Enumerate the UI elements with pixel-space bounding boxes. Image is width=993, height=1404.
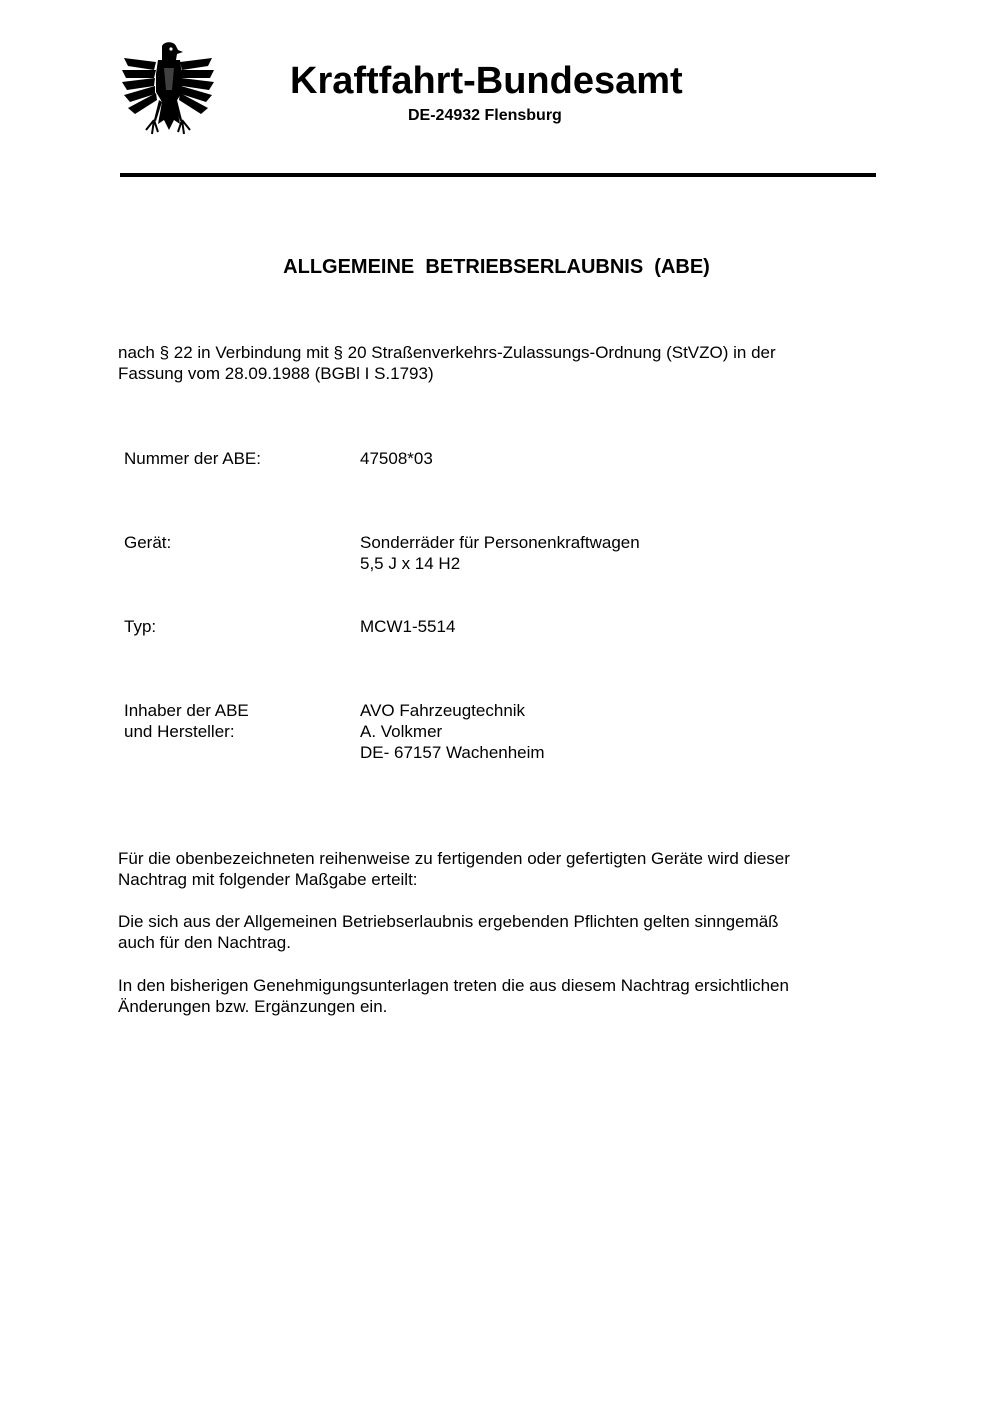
body-line: Nachtrag mit folgender Maßgabe erteilt: bbox=[118, 870, 418, 889]
body-paragraph bbox=[118, 911, 878, 953]
abe-number-label: Nummer der ABE: bbox=[124, 449, 261, 468]
holder-label-line: Inhaber der ABE bbox=[124, 701, 249, 720]
agency-address: DE-24932 Flensburg bbox=[408, 107, 562, 124]
device-label: Gerät: bbox=[124, 533, 172, 552]
document-title: ALLGEMEINE BETRIEBSERLAUBNIS (ABE) bbox=[283, 256, 710, 278]
federal-eagle-icon bbox=[120, 40, 216, 140]
device-value-line: 5,5 J x 14 H2 bbox=[360, 554, 461, 573]
body-paragraph bbox=[118, 848, 878, 890]
device-value-line: Sonderräder für Personenkraftwagen bbox=[360, 533, 640, 552]
device-value bbox=[360, 532, 640, 574]
holder-value-line: DE- 67157 Wachenheim bbox=[360, 743, 545, 762]
intro-line: Fassung vom 28.09.1988 (BGBl I S.1793) bbox=[118, 364, 434, 383]
agency-name: Kraftfahrt-Bundesamt bbox=[290, 60, 683, 102]
body-line: Für die obenbezeichneten reihenweise zu fertigenden oder gefertigten Geräte wird dieser bbox=[118, 849, 790, 868]
header-divider bbox=[120, 173, 876, 177]
body-line: Änderungen bzw. Ergänzungen ein. bbox=[118, 997, 388, 1016]
body-line: In den bisherigen Genehmigungsunterlagen treten die aus diesem Nachtrag ersichtlichen bbox=[118, 976, 789, 995]
holder-label-line: und Hersteller: bbox=[124, 722, 235, 741]
body-paragraph bbox=[118, 975, 878, 1017]
holder-label bbox=[124, 700, 249, 742]
holder-value bbox=[360, 700, 545, 763]
abe-number-value: 47508*03 bbox=[360, 449, 433, 468]
body-line: Die sich aus der Allgemeinen Betriebserlaubnis ergebenden Pflichten gelten sinngemäß bbox=[118, 912, 779, 931]
type-label: Typ: bbox=[124, 617, 157, 636]
holder-value-line: AVO Fahrzeugtechnik bbox=[360, 701, 526, 720]
legal-basis-paragraph bbox=[118, 342, 878, 384]
body-line: auch für den Nachtrag. bbox=[118, 933, 291, 952]
holder-value-line: A. Volkmer bbox=[360, 722, 443, 741]
type-value: MCW1-5514 bbox=[360, 617, 456, 636]
intro-line: nach § 22 in Verbindung mit § 20 Straßenverkehrs-Zulassungs-Ordnung (StVZO) in der bbox=[118, 343, 776, 362]
